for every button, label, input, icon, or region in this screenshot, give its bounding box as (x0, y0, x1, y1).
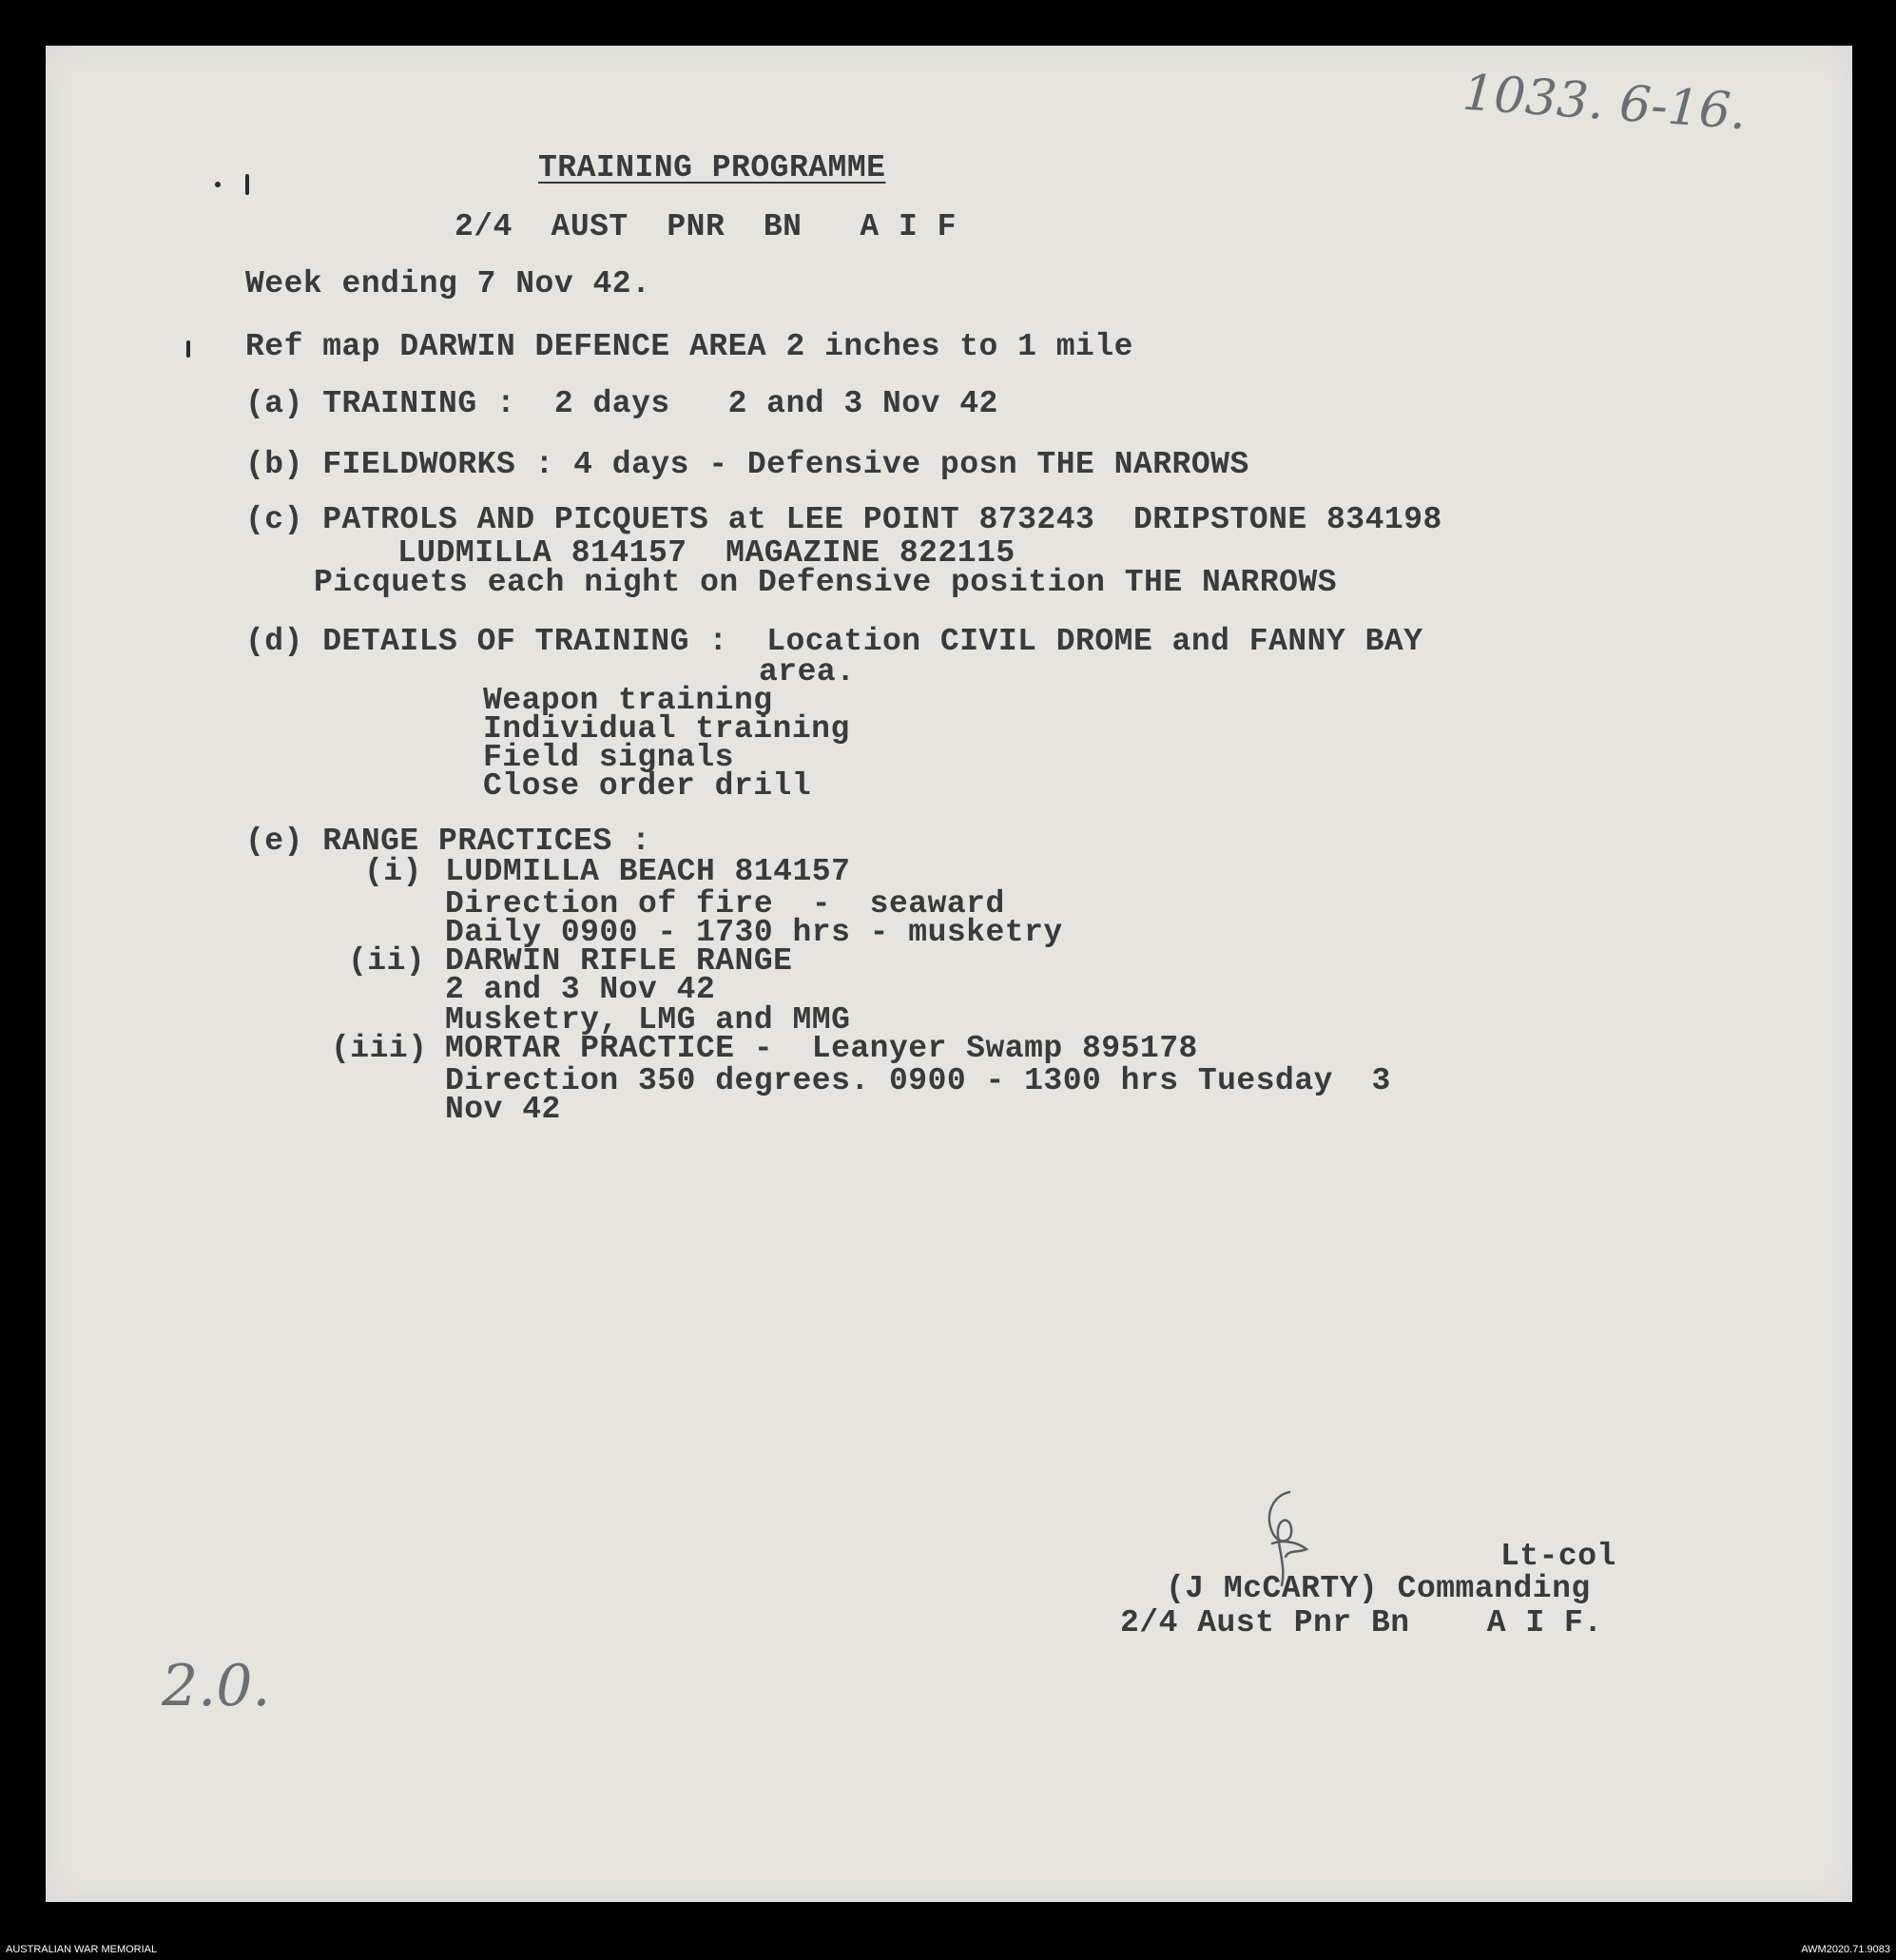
footer-accession: AWM2020.71.9083 (1801, 1944, 1890, 1955)
signature-unit: 2/4 Aust Pnr Bn A I F. (1120, 1605, 1603, 1640)
unit-heading: 2/4 AUST PNR BN A I F (455, 209, 957, 244)
range-ii-line2: 2 and 3 Nov 42 (445, 972, 716, 1007)
range-i-number: (i) (364, 854, 422, 889)
ref-map: Ref map DARWIN DEFENCE AREA 2 inches to 1 mile (245, 329, 1133, 364)
punch-hole-mark (186, 340, 190, 358)
footer-source: AUSTRALIAN WAR MEMORIAL (6, 1944, 158, 1955)
week-ending: Week ending 7 Nov 42. (245, 266, 651, 301)
range-i-line1: LUDMILLA BEACH 814157 (445, 854, 851, 889)
item-e-heading: (e) RANGE PRACTICES : (245, 824, 651, 859)
item-c-line1: (c) PATROLS AND PICQUETS at LEE POINT 873243 DRIPSTONE 834198 (245, 502, 1442, 537)
range-iii-line1: MORTAR PRACTICE - Leanyer Swamp 895178 (445, 1031, 1198, 1066)
range-i-line3: Daily 0900 - 1730 hrs - musketry (445, 915, 1063, 950)
item-a: (a) TRAINING : 2 days 2 and 3 Nov 42 (245, 386, 998, 421)
activity-item: Individual training (483, 711, 850, 747)
punch-hole-mark (245, 174, 249, 195)
range-ii-line3: Musketry, LMG and MMG (445, 1002, 851, 1038)
handwritten-annotation: 2.0. (162, 1653, 271, 1719)
item-b: (b) FIELDWORKS : 4 days - Defensive posn THE NARROWS (245, 447, 1249, 482)
item-c-line2: LUDMILLA 814157 MAGAZINE 822115 (397, 535, 1016, 571)
item-d-line2: area. (759, 654, 856, 689)
punch-hole-mark (215, 182, 221, 187)
document-title: TRAINING PROGRAMME (538, 150, 886, 185)
range-iii-number: (iii) (331, 1031, 428, 1066)
item-d-line1: (d) DETAILS OF TRAINING : Location CIVIL DROME and FANNY BAY (245, 624, 1423, 659)
item-c-line3: Picquets each night on Defensive position THE NARROWS (314, 565, 1338, 600)
handwritten-reference-number: 1033. 6-16. (1461, 64, 1749, 142)
range-ii-line1: DARWIN RIFLE RANGE (445, 943, 793, 979)
range-i-line2: Direction of fire - seaward (445, 886, 1005, 922)
range-iii-line2: Direction 350 degrees. 0900 - 1300 hrs Tuesday 3 (445, 1063, 1391, 1098)
activity-item: Field signals (483, 740, 734, 775)
range-ii-number: (ii) (348, 943, 426, 979)
range-iii-line3: Nov 42 (445, 1092, 561, 1127)
activity-item: Close order drill (483, 768, 812, 804)
activity-item: Weapon training (483, 683, 773, 718)
signature-name: (J McCARTY) Commanding (1166, 1571, 1591, 1606)
document-sheet (46, 46, 1852, 1902)
signature-rank: Lt-col (1500, 1539, 1616, 1574)
